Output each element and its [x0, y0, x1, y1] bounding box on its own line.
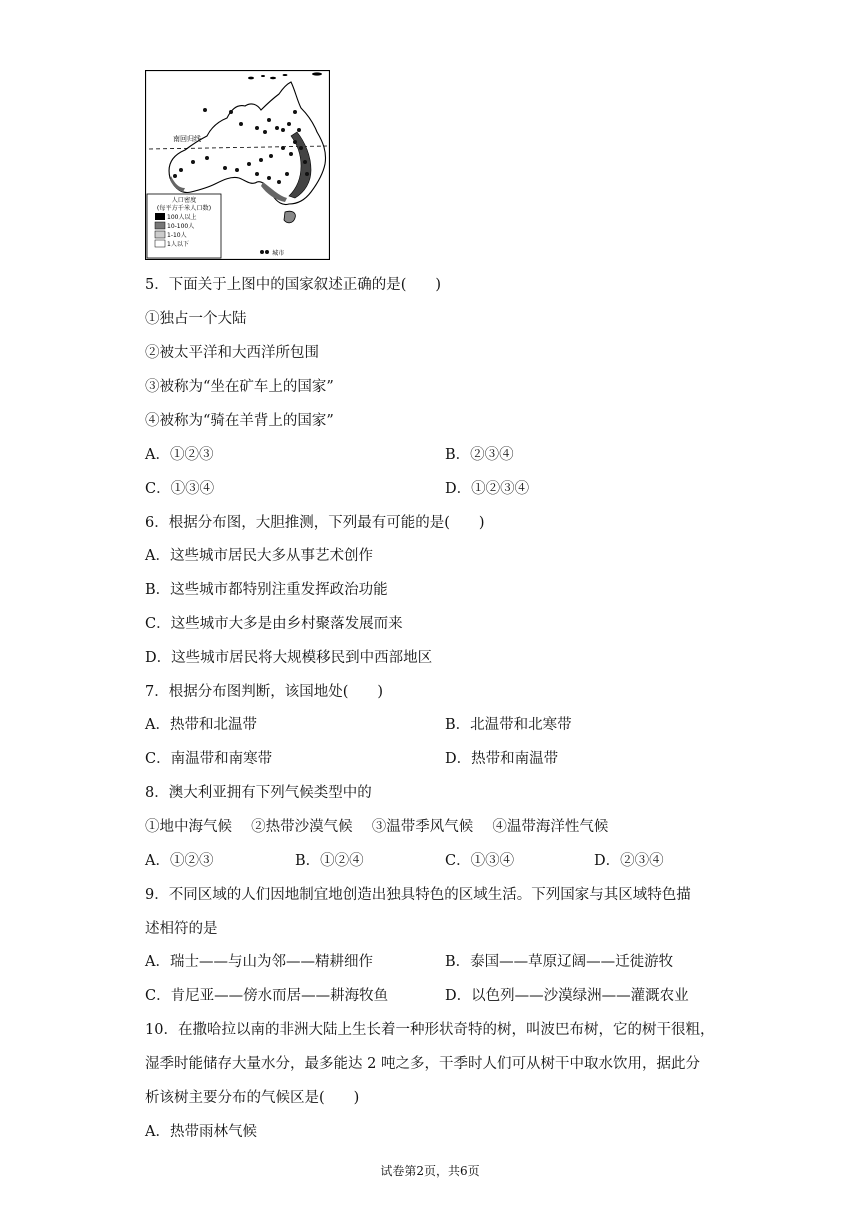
- q7-option-d: D．热带和南温带: [445, 751, 559, 767]
- q6-stem: 6．根据分布图，大胆推测，下列最有可能的是( ): [145, 515, 485, 531]
- q8-option-a: A．①②③: [145, 853, 214, 869]
- q8-options-line: ①地中海气候 ②热带沙漠气候 ③温带季风气候 ④温带海洋性气候: [145, 819, 609, 835]
- tropic-label: 南回归线: [173, 135, 201, 143]
- q5-option-b: B．②③④: [445, 447, 514, 463]
- q9-option-d: D．以色列——沙漠绿洲——灌溉农业: [445, 988, 689, 1004]
- legend-item-1: 10-100人: [167, 223, 195, 230]
- legend-unit: (每平方千米人口数): [156, 205, 212, 212]
- q7-stem: 7．根据分布图判断，该国地处( ): [145, 684, 384, 700]
- q9-option-c: C．肯尼亚——傍水而居——耕海牧鱼: [145, 988, 389, 1004]
- city-legend-dot: [260, 250, 264, 254]
- q7-option-b: B．北温带和北寒带: [445, 717, 572, 733]
- legend-swatch-below-1: [155, 240, 165, 247]
- q8-option-b: B．①②④: [295, 853, 364, 869]
- q5-statement-3: ③被称为“坐在矿车上的国家”: [145, 379, 334, 395]
- q5-statement-2: ②被太平洋和大西洋所包围: [145, 345, 319, 361]
- q9-stem-line-2: 述相符的是: [145, 921, 218, 937]
- q8-stem: 8．澳大利亚拥有下列气候类型中的: [145, 785, 372, 801]
- australia-population-map: [145, 70, 330, 260]
- q6-option-a: A．这些城市居民大多从事艺术创作: [145, 548, 373, 564]
- legend-swatch-10-100: [155, 222, 165, 229]
- legend-title: 人口密度: [171, 197, 197, 204]
- q9-option-a: A．瑞士——与山为邻——精耕细作: [145, 954, 373, 970]
- q5-statement-1: ①独占一个大陆: [145, 311, 247, 327]
- city-legend-label: 城市: [272, 250, 285, 257]
- q10-option-a: A．热带雨林气候: [145, 1124, 257, 1140]
- page-footer: 试卷第2页，共6页: [380, 1164, 480, 1178]
- city-legend-dot: [265, 250, 269, 254]
- q5-statement-4: ④被称为“骑在羊背上的国家”: [145, 413, 334, 429]
- map-legend: [147, 194, 221, 258]
- q6-option-b: B．这些城市都特别注重发挥政治功能: [145, 582, 388, 598]
- q5-option-d: D．①②③④: [445, 481, 530, 497]
- legend-swatch-1-10: [155, 231, 165, 238]
- legend-item-0: 100人以上: [167, 214, 197, 221]
- q8-option-c: C．①③④: [445, 853, 515, 869]
- q5-option-a: A．①②③: [145, 447, 214, 463]
- q8-option-d: D．②③④: [594, 853, 664, 869]
- legend-swatch-100plus: [155, 213, 165, 220]
- q7-option-a: A．热带和北温带: [145, 717, 257, 733]
- legend-item-2: 1-10人: [167, 232, 187, 239]
- q7-option-c: C．南温带和南寒带: [145, 751, 273, 767]
- q9-option-b: B．泰国——草原辽阔——迁徙游牧: [445, 954, 674, 970]
- q10-stem-line-3: 析该树主要分布的气候区是( ): [145, 1090, 360, 1106]
- q6-option-d: D．这些城市居民将大规模移民到中西部地区: [145, 650, 433, 666]
- q5-option-c: C．①③④: [145, 481, 215, 497]
- q10-stem-line-2: 湿季时能储存大量水分，最多能达 2 吨之多，干季时人们可从树干中取水饮用，据此分: [145, 1056, 700, 1072]
- q5-stem: 5．下面关于上图中的国家叙述正确的是( ): [145, 277, 442, 293]
- q9-stem-line-1: 9．不同区域的人们因地制宜地创造出独具特色的区域生活。下列国家与其区域特色描: [145, 887, 691, 903]
- q6-option-c: C．这些城市大多是由乡村聚落发展而来: [145, 616, 403, 632]
- tasmania: [284, 211, 295, 223]
- legend-item-3: 1人以下: [167, 241, 189, 248]
- q10-stem-line-1: 10．在撒哈拉以南的非洲大陆上生长着一种形状奇特的树，叫波巴布树，它的树干很粗，: [145, 1022, 715, 1038]
